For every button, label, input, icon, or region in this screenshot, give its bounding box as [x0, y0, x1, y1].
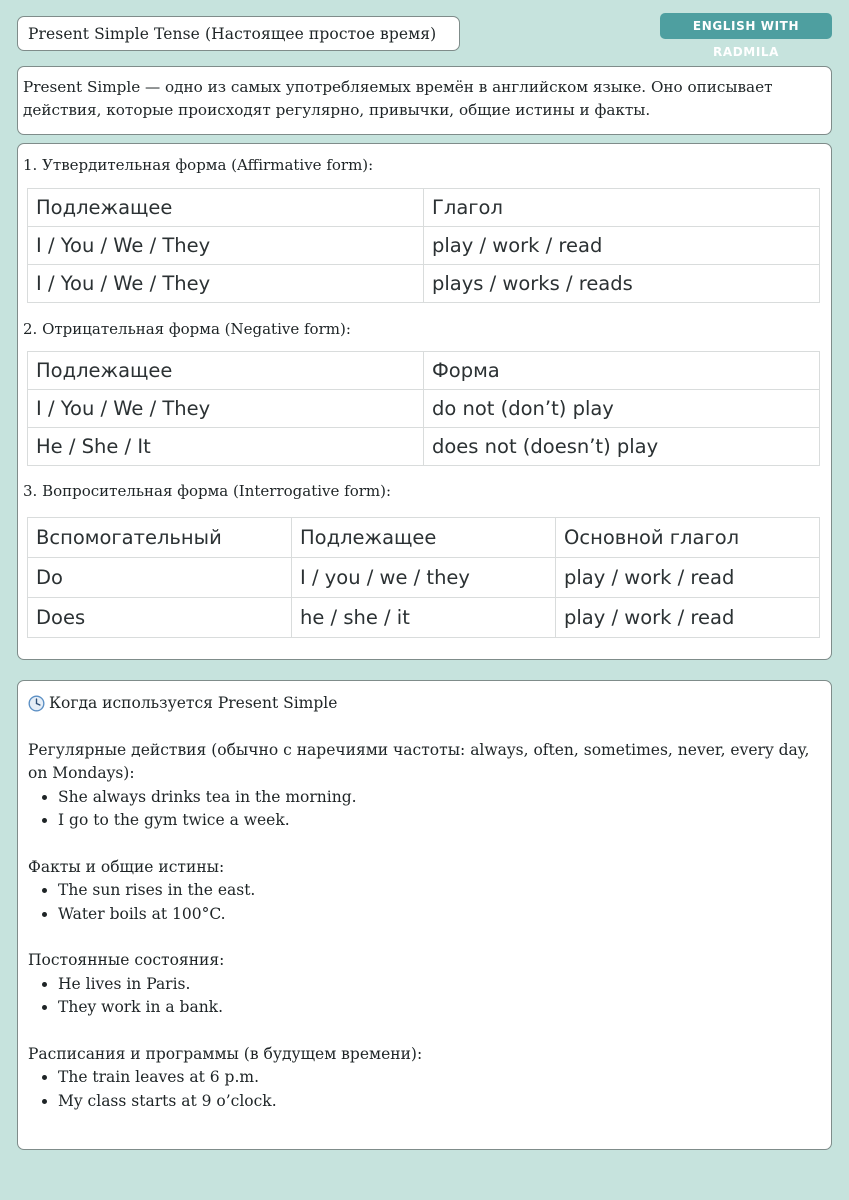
table-header-row: [28, 518, 820, 558]
usage-group-title: Регулярные действия (обычно с наречиями частоты: always, often, sometimes, never, every day, on Mondays):: [28, 740, 810, 782]
table-cell: play / work / read: [556, 598, 820, 638]
table-header-cell: Основной глагол: [556, 518, 820, 558]
list-item: • He lives in Paris.: [58, 973, 823, 997]
table-header-cell: Форма: [424, 352, 820, 390]
list-item: • The train leaves at 6 p.m.: [58, 1066, 823, 1090]
usage-heading: [28, 692, 823, 716]
usage-heading-text: Когда используется Present Simple: [49, 694, 338, 712]
usage-group-title: Факты и общие истины:: [28, 857, 225, 876]
table-cell: plays / works / reads: [424, 265, 820, 303]
intro-box: [17, 66, 832, 135]
usage-group-title: Расписания и программы (в будущем времени):: [28, 1044, 423, 1063]
table-row: [28, 265, 820, 303]
table-header-row: [28, 352, 820, 390]
interrogative-table: [27, 517, 820, 638]
usage-list: [28, 879, 823, 926]
table-cell: He / She / It: [28, 428, 424, 466]
usage-list: [28, 786, 823, 833]
table-header-cell: Глагол: [424, 189, 820, 227]
table-header-row: [28, 189, 820, 227]
table-header-cell: Вспомогательный: [28, 518, 292, 558]
interrogative-title: 3. Вопросительная форма (Interrogative form):: [23, 482, 392, 500]
usage-group-title: Постоянные состояния:: [28, 951, 225, 969]
table-cell: play / work / read: [424, 227, 820, 265]
usage-list: [28, 1066, 823, 1113]
brand-badge: ENGLISH WITH RADMILA: [660, 13, 832, 39]
usage-group: [28, 739, 823, 833]
table-cell: I / you / we / they: [292, 558, 556, 598]
usage-list: [28, 973, 823, 1020]
negative-title: 2. Отрицательная форма (Negative form):: [23, 320, 351, 338]
list-item: • She always drinks tea in the morning.: [58, 786, 823, 810]
table-row: [28, 390, 820, 428]
table-cell: Does: [28, 598, 292, 638]
title-box: [17, 16, 460, 51]
table-header-cell: Подлежащее: [28, 352, 424, 390]
affirmative-title: 1. Утвердительная форма (Affirmative form):: [23, 156, 374, 174]
affirmative-table: [27, 188, 820, 303]
usage-group: [28, 949, 823, 1020]
clock-icon: [28, 695, 45, 712]
table-cell: I / You / We / They: [28, 390, 424, 428]
page-title: Present Simple Tense (Настоящее простое время): [28, 25, 437, 43]
usage-group: [28, 856, 823, 927]
list-item: • My class starts at 9 o’clock.: [58, 1090, 823, 1114]
table-header-cell: Подлежащее: [292, 518, 556, 558]
list-item: • Water boils at 100°C.: [58, 903, 823, 927]
table-cell: I / You / We / They: [28, 227, 424, 265]
table-row: [28, 558, 820, 598]
usage-group: [28, 1043, 823, 1114]
negative-table: [27, 351, 820, 466]
table-row: [28, 428, 820, 466]
forms-box: [17, 143, 832, 660]
table-cell: play / work / read: [556, 558, 820, 598]
table-row: [28, 227, 820, 265]
usage-box: [17, 680, 832, 1150]
table-row: [28, 598, 820, 638]
list-item: • I go to the gym twice a week.: [58, 809, 823, 833]
table-cell: I / You / We / They: [28, 265, 424, 303]
list-item: • The sun rises in the east.: [58, 879, 823, 903]
list-item: • They work in a bank.: [58, 996, 823, 1020]
table-cell: does not (doesn’t) play: [424, 428, 820, 466]
intro-text: Present Simple — одно из самых употребляемых времён в английском языке. Оно описывает действия, которые происходят регулярно, привычки, общие истины и факты.: [23, 78, 773, 119]
table-header-cell: Подлежащее: [28, 189, 424, 227]
table-cell: Do: [28, 558, 292, 598]
table-cell: he / she / it: [292, 598, 556, 638]
table-cell: do not (don’t) play: [424, 390, 820, 428]
